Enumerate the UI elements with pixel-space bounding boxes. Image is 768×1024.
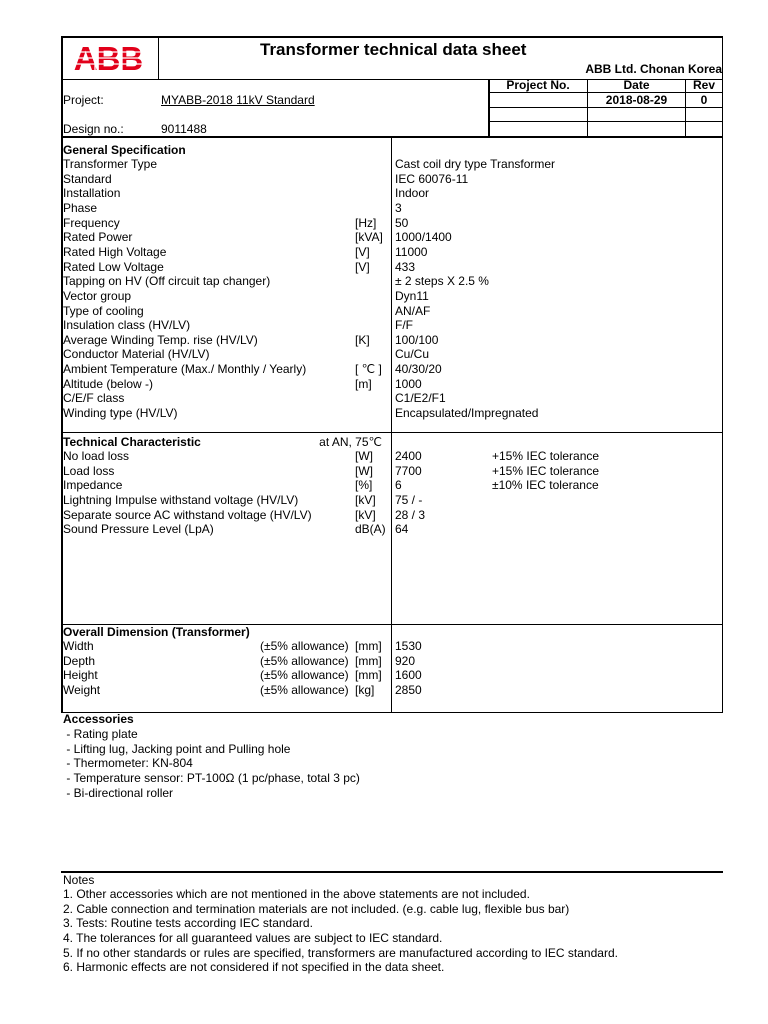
spec-unit: [ ℃ ]: [355, 362, 382, 377]
project-table-line-3: [488, 121, 723, 122]
spec-label: Phase: [63, 200, 98, 215]
dim-value: 1600: [395, 668, 422, 683]
spec-unit: [V]: [355, 259, 370, 274]
spec-label: Altitude (below -): [63, 376, 154, 391]
tech-unit: [W]: [355, 463, 373, 478]
dim-label: Weight: [63, 682, 101, 697]
dim-allowance: (±5% allowance): [260, 668, 349, 683]
tech-label: Separate source AC withstand voltage (HV/LV): [63, 507, 312, 522]
spec-value: 1000: [395, 376, 422, 391]
spec-value: 40/30/20: [395, 362, 442, 377]
dim-label: Depth: [63, 653, 96, 668]
spec-label: Rated Power: [63, 230, 133, 245]
spec-value: ± 2 steps X 2.5 %: [395, 274, 489, 289]
spec-unit: [V]: [355, 244, 370, 259]
dim-label: Width: [63, 639, 94, 653]
notes-top-border: [61, 871, 723, 873]
body-top-border: [61, 136, 723, 138]
project-table-line-2: [488, 107, 723, 108]
project-value: MYABB-2018 11kV Standard: [161, 93, 315, 107]
dim-unit: [mm]: [355, 668, 382, 683]
tech-unit: [kV]: [355, 507, 376, 522]
tech-tolerance: +15% IEC tolerance: [492, 449, 600, 463]
spec-unit: [kVA]: [355, 230, 383, 245]
col-date: Date: [623, 78, 650, 92]
tech-unit: [%]: [355, 478, 373, 493]
spec-value: 11000: [395, 244, 428, 259]
col-rev: Rev: [692, 78, 715, 92]
tech-tolerance: +15% IEC tolerance: [492, 463, 600, 478]
header-top-border: [61, 36, 723, 38]
tech-value: 64: [395, 522, 409, 537]
spec-label: Ambient Temperature (Max./ Monthly / Yearly): [63, 362, 307, 377]
spec-value: Cast coil dry type Transformer: [395, 157, 556, 171]
design-label: Design no.:: [63, 122, 124, 136]
general-heading: General Specification: [63, 143, 186, 157]
logo-divider: [158, 36, 159, 80]
tech-label: No load loss: [63, 449, 130, 463]
spec-label: Vector group: [63, 288, 132, 303]
project-label: Project:: [63, 93, 104, 107]
tech-value: 6: [395, 478, 402, 493]
spec-value: F/F: [395, 318, 413, 333]
dim-allowance: (±5% allowance): [260, 653, 349, 668]
spec-unit: [K]: [355, 332, 370, 347]
dim-allowance: (±5% allowance): [260, 682, 349, 697]
spec-value: Cu/Cu: [395, 347, 430, 362]
spec-unit: [m]: [355, 376, 372, 391]
date-value: 2018-08-29: [605, 93, 668, 107]
spec-value: C1/E2/F1: [395, 391, 446, 406]
tech-value: 7700: [395, 463, 422, 478]
spec-value: IEC 60076-11: [395, 171, 469, 186]
spec-label: Transformer Type: [63, 157, 158, 171]
spec-label: Insulation class (HV/LV): [63, 318, 191, 333]
accessory-item: - Temperature sensor: PT-100Ω (1 pc/phase, total 3 pc): [63, 770, 360, 785]
tech-value: 2400: [395, 449, 422, 463]
dim-label: Height: [63, 668, 98, 683]
svg-text:ABB: ABB: [73, 43, 143, 72]
col-project-no: Project No.: [506, 78, 570, 92]
note-item: 3. Tests: Routine tests according IEC standard.: [63, 916, 313, 931]
rev-value: 0: [700, 93, 708, 107]
note-item: 4. The tolerances for all guaranteed values are subject to IEC standard.: [63, 930, 443, 945]
spec-label: Rated High Voltage: [63, 244, 167, 259]
accessory-item: - Bi-directional roller: [63, 785, 174, 800]
company-name: ABB Ltd. Chonan Korea: [585, 62, 722, 76]
tech-label: Load loss: [63, 463, 115, 478]
technical-condition: at AN, 75℃: [319, 435, 382, 449]
tech-unit: dB(A): [355, 522, 386, 537]
spec-label: Installation: [63, 186, 121, 201]
tech-unit: [kV]: [355, 492, 376, 507]
spec-value: 100/100: [395, 332, 439, 347]
spec-value: 1000/1400: [395, 230, 452, 245]
spec-value: Dyn11: [395, 288, 429, 303]
spec-value: Encapsulated/Impregnated: [395, 406, 539, 421]
tech-value: 28 / 3: [395, 507, 426, 522]
tech-label: Lightning Impulse withstand voltage (HV/LV): [63, 492, 299, 507]
spec-value: 3: [395, 200, 402, 215]
tech-tolerance: ±10% IEC tolerance: [492, 478, 599, 493]
dim-unit: [mm]: [355, 653, 382, 668]
tech-label: Impedance: [63, 478, 123, 493]
dim-value: 920: [395, 653, 416, 668]
accessory-item: - Thermometer: KN-804: [63, 756, 193, 771]
technical-heading: Technical Characteristic: [63, 435, 201, 449]
dim-value: 2850: [395, 682, 422, 697]
spec-label: C/E/F class: [63, 391, 125, 406]
spec-label: Rated Low Voltage: [63, 259, 164, 274]
note-item: 6. Harmonic effects are not considered if not specified in the data sheet.: [63, 960, 445, 975]
note-item: 2. Cable connection and termination materials are not included. (e.g. cable lug, flexible bus bar): [63, 901, 570, 916]
section-line-accessories: [61, 712, 723, 713]
dim-unit: [mm]: [355, 639, 382, 653]
spec-value: Indoor: [395, 186, 430, 201]
design-value: 9011488: [161, 122, 207, 136]
dim-allowance: (±5% allowance): [260, 639, 349, 653]
abb-logo: [66, 43, 150, 72]
page-title: Transformer technical data sheet: [260, 40, 527, 59]
accessories-heading: Accessories: [63, 712, 134, 726]
tech-unit: [W]: [355, 449, 373, 463]
dim-unit: [kg]: [355, 682, 375, 697]
value-column-divider: [391, 136, 392, 713]
spec-label: Winding type (HV/LV): [63, 406, 178, 421]
dim-value: 1530: [395, 639, 422, 653]
tech-value: 75 / -: [395, 492, 423, 507]
spec-value: 50: [395, 215, 409, 230]
spec-label: Type of cooling: [63, 303, 144, 318]
spec-label: Conductor Material (HV/LV): [63, 347, 210, 362]
section-line-technical: [61, 432, 723, 433]
spec-unit: [Hz]: [355, 215, 377, 230]
spec-value: 433: [395, 259, 416, 274]
body-right-border: [722, 136, 723, 713]
spec-label: Standard: [63, 171, 112, 186]
note-item: 5. If no other standards or rules are specified, transformers are manufactured according to IEC standard.: [63, 945, 618, 960]
note-item: 1. Other accessories which are not mentioned in the above statements are not included.: [63, 887, 530, 901]
spec-label: Tapping on HV (Off circuit tap changer): [63, 274, 271, 289]
spec-label: Frequency: [63, 215, 120, 230]
spec-label: Average Winding Temp. rise (HV/LV): [63, 332, 258, 347]
notes-heading: Notes: [63, 873, 95, 887]
accessory-item: - Lifting lug, Jacking point and Pulling hole: [63, 741, 291, 756]
tech-label: Sound Pressure Level (LpA): [63, 522, 214, 537]
accessory-item: - Rating plate: [63, 727, 138, 741]
dimension-heading: Overall Dimension (Transformer): [63, 625, 250, 639]
spec-value: AN/AF: [395, 303, 431, 318]
